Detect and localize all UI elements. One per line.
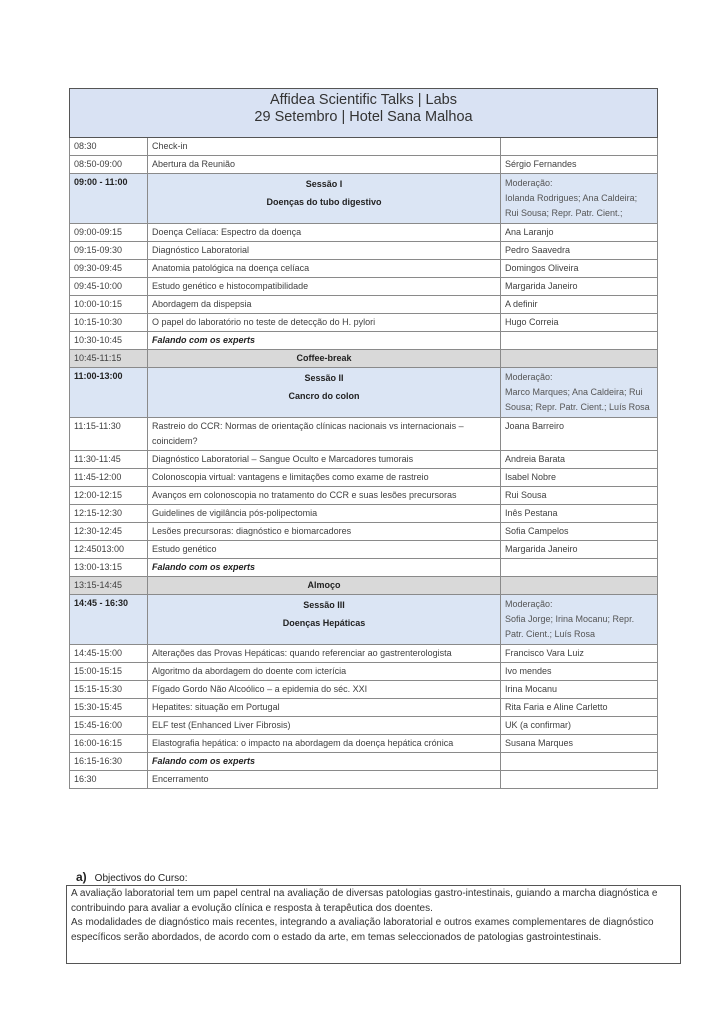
session-moderation	[501, 595, 658, 645]
objectives-label: Objectivos do Curso:	[94, 873, 188, 884]
program-topic: Avanços em colonoscopia no tratamento do CCR e suas lesões precursoras	[148, 487, 501, 505]
experts-label: Falando com os experts	[148, 332, 501, 350]
program-time: 09:15-09:30	[70, 242, 148, 260]
program-row	[70, 505, 658, 523]
program-row	[70, 681, 658, 699]
title-row	[70, 89, 658, 138]
program-speaker: Margarida Janeiro	[501, 278, 658, 296]
program-speaker: Francisco Vara Luiz	[501, 645, 658, 663]
session-row	[70, 174, 658, 224]
program-time: 13:00-13:15	[70, 559, 148, 577]
program-topic: Elastografia hepática: o impacto na abordagem da doença hepática crónica	[148, 735, 501, 753]
program-topic: Guidelines de vigilância pós-polipectomia	[148, 505, 501, 523]
program-topic: Hepatites: situação em Portugal	[148, 699, 501, 717]
program-time: 10:00-10:15	[70, 296, 148, 314]
program-time: 12:30-12:45	[70, 523, 148, 541]
program-time: 11:15-11:30	[70, 418, 148, 451]
program-topic: Algoritmo da abordagem do doente com icterícia	[148, 663, 501, 681]
program-time: 15:30-15:45	[70, 699, 148, 717]
objectives-paragraph-1: A avaliação laboratorial tem um papel central na avaliação de diversas patologias gastro-intestinais, guiando a marcha diagnóstica e contribuindo para avaliar a evolução clínica e resposta à terapêutica dos doentes.	[71, 888, 658, 914]
program-row	[70, 138, 658, 156]
program-row	[70, 541, 658, 559]
program-speaker: Pedro Saavedra	[501, 242, 658, 260]
objectives-letter: a)	[76, 870, 87, 884]
program-speaker: Isabel Nobre	[501, 469, 658, 487]
program-time: 16:30	[70, 771, 148, 789]
program-time: 12:15-12:30	[70, 505, 148, 523]
program-time: 12:45013:00	[70, 541, 148, 559]
program-time: 15:00-15:15	[70, 663, 148, 681]
moderators: Marco Marques; Ana Caldeira; Rui Sousa; Repr. Patr. Cient.; Luís Rosa	[505, 387, 650, 412]
program-speaker: Hugo Correia	[501, 314, 658, 332]
title-cell	[70, 89, 658, 138]
program-speaker: UK (a confirmar)	[501, 717, 658, 735]
session-time: 14:45 - 16:30	[70, 595, 148, 645]
experts-label: Falando com os experts	[148, 753, 501, 771]
program-topic: Abordagem da dispepsia	[148, 296, 501, 314]
break-time: 13:15-14:45	[70, 577, 148, 595]
session-number: Sessão I	[305, 179, 343, 189]
program-speaker	[501, 753, 658, 771]
program-row	[70, 663, 658, 681]
program-time: 11:45-12:00	[70, 469, 148, 487]
program-row	[70, 717, 658, 735]
program-topic: Abertura da Reunião	[148, 156, 501, 174]
program-time: 16:15-16:30	[70, 753, 148, 771]
program-topic: Fígado Gordo Não Alcoólico – a epidemia do séc. XXI	[148, 681, 501, 699]
break-row	[70, 350, 658, 368]
program-speaker: A definir	[501, 296, 658, 314]
session-title-cell	[148, 174, 501, 224]
moderators: Iolanda Rodrigues; Ana Caldeira; Rui Sousa; Repr. Patr. Cient.;	[505, 193, 638, 218]
experts-row	[70, 559, 658, 577]
program-speaker: Ivo mendes	[501, 663, 658, 681]
session-title-cell	[148, 368, 501, 418]
program-speaker: Rita Faria e Aline Carletto	[501, 699, 658, 717]
break-time: 10:45-11:15	[70, 350, 148, 368]
program-topic: Lesões precursoras: diagnóstico e biomarcadores	[148, 523, 501, 541]
session-theme: Cancro do colon	[288, 391, 360, 401]
program-speaker	[501, 559, 658, 577]
session-title-cell	[148, 595, 501, 645]
experts-row	[70, 332, 658, 350]
session-time: 09:00 - 11:00	[70, 174, 148, 224]
session-row	[70, 595, 658, 645]
program-topic: Estudo genético	[148, 541, 501, 559]
event-title: Affidea Scientific Talks | Labs	[270, 92, 457, 108]
objectives-heading	[76, 870, 188, 884]
program-topic: Diagnóstico Laboratorial	[148, 242, 501, 260]
session-row	[70, 368, 658, 418]
program-row	[70, 735, 658, 753]
program-time: 15:15-15:30	[70, 681, 148, 699]
program-speaker: Irina Mocanu	[501, 681, 658, 699]
program-topic: Rastreio do CCR: Normas de orientação clínicas nacionais vs internacionais – coincidem?	[148, 418, 501, 451]
program-time: 12:00-12:15	[70, 487, 148, 505]
program-row	[70, 418, 658, 451]
program-time: 16:00-16:15	[70, 735, 148, 753]
moderation-label: Moderação:	[505, 599, 553, 609]
moderation-label: Moderação:	[505, 372, 553, 382]
program-speaker	[501, 138, 658, 156]
program-speaker: Domingos Oliveira	[501, 260, 658, 278]
program-row	[70, 451, 658, 469]
program-time: 10:30-10:45	[70, 332, 148, 350]
program-topic: Colonoscopia virtual: vantagens e limitações como exame de rastreio	[148, 469, 501, 487]
break-speaker	[501, 350, 658, 368]
program-row	[70, 469, 658, 487]
experts-row	[70, 753, 658, 771]
program-row	[70, 523, 658, 541]
moderation-label: Moderação:	[505, 178, 553, 188]
program-topic: Anatomia patológica na doença celíaca	[148, 260, 501, 278]
program-row	[70, 260, 658, 278]
program-time: 09:30-09:45	[70, 260, 148, 278]
session-number: Sessão II	[304, 373, 344, 383]
session-moderation	[501, 174, 658, 224]
break-row	[70, 577, 658, 595]
program-topic: O papel do laboratório no teste de detecção do H. pylori	[148, 314, 501, 332]
moderators: Sofia Jorge; Irina Mocanu; Repr. Patr. Cient.; Luís Rosa	[505, 614, 635, 639]
session-theme: Doenças Hepáticas	[282, 618, 366, 628]
program-time: 09:45-10:00	[70, 278, 148, 296]
program-time: 14:45-15:00	[70, 645, 148, 663]
program-topic: Alterações das Provas Hepáticas: quando referenciar ao gastrenterologista	[148, 645, 501, 663]
program-speaker: Rui Sousa	[501, 487, 658, 505]
program-row	[70, 242, 658, 260]
break-label: Coffee-break	[148, 350, 501, 368]
break-speaker	[501, 577, 658, 595]
program-speaker	[501, 771, 658, 789]
program-time: 10:15-10:30	[70, 314, 148, 332]
program-table	[69, 88, 658, 789]
objectives-paragraph-2: As modalidades de diagnóstico mais recentes, integrando a avaliação laboratorial e outros exames complementares de diagnóstico específicos serão abordados, de acordo com o estado da arte, em temas seleccionados de patologias gastrointestinais.	[71, 917, 654, 943]
break-label: Almoço	[148, 577, 501, 595]
program-topic: Check-in	[148, 138, 501, 156]
session-time: 11:00-13:00	[70, 368, 148, 418]
program-row	[70, 224, 658, 242]
program-topic: Encerramento	[148, 771, 501, 789]
program-time: 08:30	[70, 138, 148, 156]
program-speaker: Ana Laranjo	[501, 224, 658, 242]
program-time: 08:50-09:00	[70, 156, 148, 174]
program-row	[70, 296, 658, 314]
program-row	[70, 771, 658, 789]
session-theme: Doenças do tubo digestivo	[266, 197, 382, 207]
program-row	[70, 645, 658, 663]
program-speaker: Sofia Campelos	[501, 523, 658, 541]
program-speaker	[501, 332, 658, 350]
program-topic: Doença Celíaca: Espectro da doença	[148, 224, 501, 242]
program-speaker: Andreia Barata	[501, 451, 658, 469]
program-row	[70, 487, 658, 505]
program-time: 15:45-16:00	[70, 717, 148, 735]
session-moderation	[501, 368, 658, 418]
program-time: 09:00-09:15	[70, 224, 148, 242]
program-speaker: Sérgio Fernandes	[501, 156, 658, 174]
event-date-venue: 29 Setembro | Hotel Sana Malhoa	[254, 109, 473, 125]
session-number: Sessão III	[303, 600, 345, 610]
program-topic: Estudo genético e histocompatibilidade	[148, 278, 501, 296]
program-speaker: Margarida Janeiro	[501, 541, 658, 559]
program-speaker: Joana Barreiro	[501, 418, 658, 451]
program-row	[70, 699, 658, 717]
objectives-box	[66, 885, 681, 964]
program-time: 11:30-11:45	[70, 451, 148, 469]
program-topic: ELF test (Enhanced Liver Fibrosis)	[148, 717, 501, 735]
program-row	[70, 156, 658, 174]
program-speaker: Susana Marques	[501, 735, 658, 753]
program-topic: Diagnóstico Laboratorial – Sangue Oculto e Marcadores tumorais	[148, 451, 501, 469]
program-row	[70, 314, 658, 332]
experts-label: Falando com os experts	[148, 559, 501, 577]
program-speaker: Inês Pestana	[501, 505, 658, 523]
program-row	[70, 278, 658, 296]
